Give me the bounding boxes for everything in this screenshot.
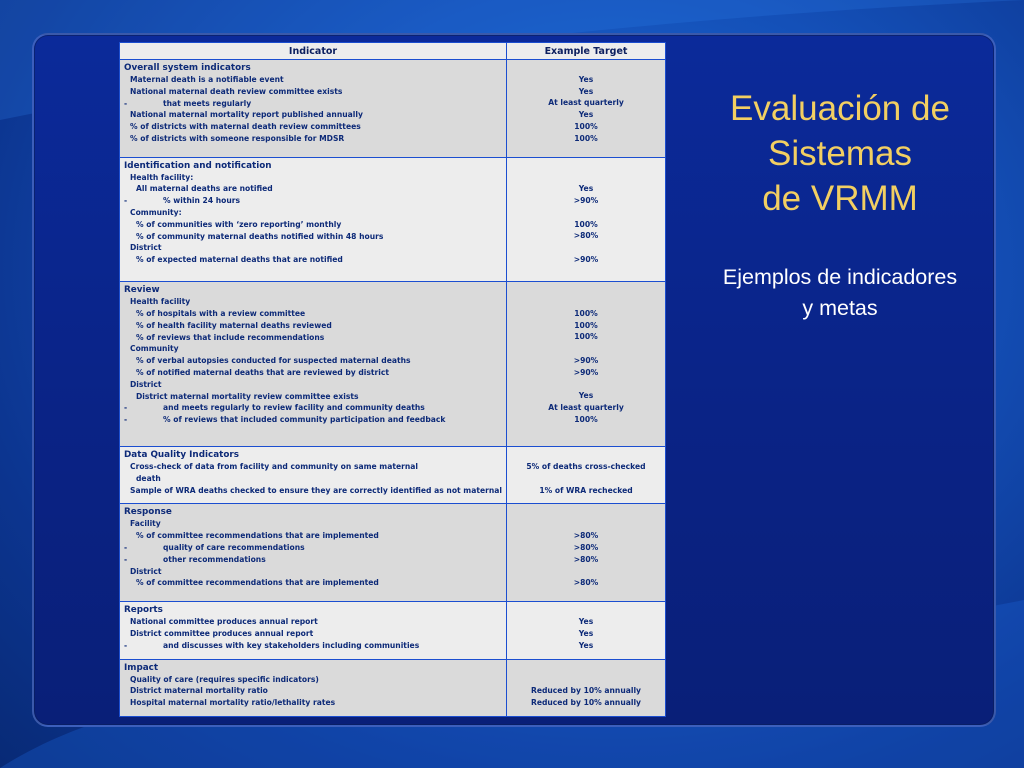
- target-line: 100%: [574, 332, 598, 342]
- indicator-cell: [120, 157, 507, 282]
- target-line: [507, 242, 665, 254]
- target-line: [507, 565, 665, 577]
- target-cell: [507, 504, 666, 602]
- target-line: >90%: [573, 367, 599, 377]
- indicator-line: - % within 24 hours: [124, 195, 506, 207]
- indicator-cell: [120, 602, 507, 659]
- target-line: At least quarterly: [548, 403, 624, 413]
- indicator-line: Maternal death is a notifiable event: [130, 75, 284, 84]
- section-title: Identification and notification: [124, 160, 272, 171]
- target-line: Yes: [578, 616, 594, 626]
- subtitle-line: y metas: [802, 296, 878, 320]
- indicator-line: Community: [130, 344, 179, 354]
- target-line: Yes: [578, 391, 594, 401]
- target-cell: [507, 447, 666, 504]
- indicator-line: % of reviews that include recommendations: [136, 332, 325, 342]
- table-section-row: [120, 504, 666, 602]
- table-section-row: [120, 282, 666, 447]
- indicator-line: - and discusses with key stakeholders including communities: [124, 640, 506, 652]
- indicator-line: District: [130, 379, 162, 389]
- indicator-line: Health facility: [130, 297, 191, 307]
- target-line: 100%: [574, 219, 598, 229]
- section-title: Response: [124, 507, 172, 518]
- indicator-line: National committee produces annual report: [130, 617, 318, 627]
- target-line: 100%: [574, 121, 598, 131]
- table-section-row: [120, 157, 666, 282]
- indicator-line: District: [130, 566, 162, 576]
- target-cell: [507, 282, 666, 447]
- target-line: [507, 343, 665, 355]
- target-line: Yes: [578, 184, 594, 194]
- indicator-line: % of committee recommendations that are implemented: [136, 531, 379, 541]
- target-line: >80%: [573, 554, 599, 564]
- indicator-line: - other recommendations: [124, 554, 506, 566]
- indicator-line: District: [130, 243, 162, 253]
- slide-subtitle: [690, 262, 990, 324]
- indicator-line: % of expected maternal deaths that are notified: [136, 255, 343, 265]
- table-section-row: [120, 60, 666, 158]
- indicator-line: % of districts with someone responsible for MDSR: [130, 133, 345, 143]
- indicator-cell: [120, 659, 507, 716]
- target-line: 100%: [574, 308, 598, 318]
- indicator-line: - quality of care recommendations: [124, 542, 506, 554]
- target-line: [507, 473, 665, 485]
- indicator-line: - that meets regularly: [124, 98, 506, 110]
- section-title: Impact: [124, 662, 159, 673]
- header-example-target: Example Target: [507, 43, 666, 60]
- indicator-cell: [120, 60, 507, 158]
- indicator-line: District maternal mortality ratio: [130, 686, 268, 696]
- target-line: >90%: [573, 255, 599, 265]
- table-section-row: [120, 602, 666, 659]
- title-line: Evaluación de: [730, 89, 950, 128]
- target-line: 100%: [574, 320, 598, 330]
- target-line: Yes: [578, 628, 594, 638]
- indicator-line: Community:: [130, 208, 182, 218]
- indicator-line: Cross-check of data from facility and community on same maternal: [130, 462, 418, 472]
- indicator-line: All maternal deaths are notified: [136, 184, 273, 194]
- target-cell: [507, 602, 666, 659]
- target-cell: [507, 157, 666, 282]
- indicator-line: Hospital maternal mortality ratio/lethality rates: [130, 698, 336, 708]
- header-indicator: Indicator: [120, 43, 507, 60]
- target-line: At least quarterly: [548, 98, 624, 108]
- target-line: Yes: [578, 74, 594, 84]
- target-line: Yes: [578, 110, 594, 120]
- section-title: Data Quality Indicators: [124, 450, 239, 461]
- indicator-line: District maternal mortality review committee exists: [136, 391, 359, 401]
- target-line: Reduced by 10% annually: [530, 686, 642, 696]
- indicator-line: % of notified maternal deaths that are reviewed by district: [136, 368, 390, 378]
- indicator-line: % of verbal autopsies conducted for suspected maternal deaths: [136, 356, 411, 366]
- indicator-line: death: [136, 473, 161, 483]
- target-line: 100%: [574, 133, 598, 143]
- indicator-line: Health facility:: [130, 172, 194, 182]
- target-line: [507, 207, 665, 219]
- indicator-line: Facility: [130, 519, 161, 529]
- target-line: [507, 379, 665, 391]
- table-section-row: [120, 659, 666, 716]
- indicator-line: % of committee recommendations that are implemented: [136, 578, 379, 588]
- indicator-line: Quality of care (requires specific indicators): [130, 674, 319, 684]
- indicator-line: % of communities with ‘zero reporting’ monthly: [136, 219, 342, 229]
- title-line: de VRMM: [762, 179, 918, 218]
- indicator-line: National maternal mortality report published annually: [130, 110, 363, 120]
- section-title: Review: [124, 285, 160, 296]
- indicator-line: % of districts with maternal death review committees: [130, 122, 361, 132]
- indicator-cell: [120, 447, 507, 504]
- table-section-row: [120, 447, 666, 504]
- indicator-line: % of health facility maternal deaths reviewed: [136, 320, 332, 330]
- indicator-table: [119, 42, 665, 717]
- target-line: Yes: [578, 86, 594, 96]
- section-title: Overall system indicators: [124, 63, 251, 73]
- indicator-line: - % of reviews that included community participation and feedback: [124, 414, 506, 426]
- target-line: 1% of WRA rechecked: [539, 485, 633, 495]
- table-header-row: [120, 43, 666, 60]
- target-cell: [507, 659, 666, 716]
- target-line: 100%: [574, 415, 598, 425]
- indicator-line: Sample of WRA deaths checked to ensure they are correctly identified as not maternal: [130, 485, 503, 495]
- title-line: Sistemas: [768, 134, 912, 173]
- target-line: >90%: [573, 356, 599, 366]
- target-line: >90%: [573, 196, 599, 206]
- indicator-line: National maternal death review committee exists: [130, 86, 343, 96]
- target-cell: [507, 60, 666, 158]
- target-line: Yes: [578, 640, 594, 650]
- target-line: >80%: [573, 531, 599, 541]
- target-line: >80%: [573, 578, 599, 588]
- indicator-cell: [120, 282, 507, 447]
- indicator-cell: [120, 504, 507, 602]
- section-title: Reports: [124, 605, 163, 616]
- indicator-line: - and meets regularly to review facility and community deaths: [124, 402, 506, 414]
- indicator-line: District committee produces annual report: [130, 628, 314, 638]
- target-line: >80%: [573, 231, 599, 241]
- target-line: >80%: [573, 542, 599, 552]
- indicator-line: % of community maternal deaths notified within 48 hours: [136, 231, 384, 241]
- target-line: Reduced by 10% annually: [530, 697, 642, 707]
- slide-title: [690, 86, 990, 221]
- target-line: 5% of deaths cross-checked: [526, 461, 646, 471]
- subtitle-line: Ejemplos de indicadores: [722, 265, 958, 289]
- indicator-line: % of hospitals with a review committee: [136, 309, 306, 319]
